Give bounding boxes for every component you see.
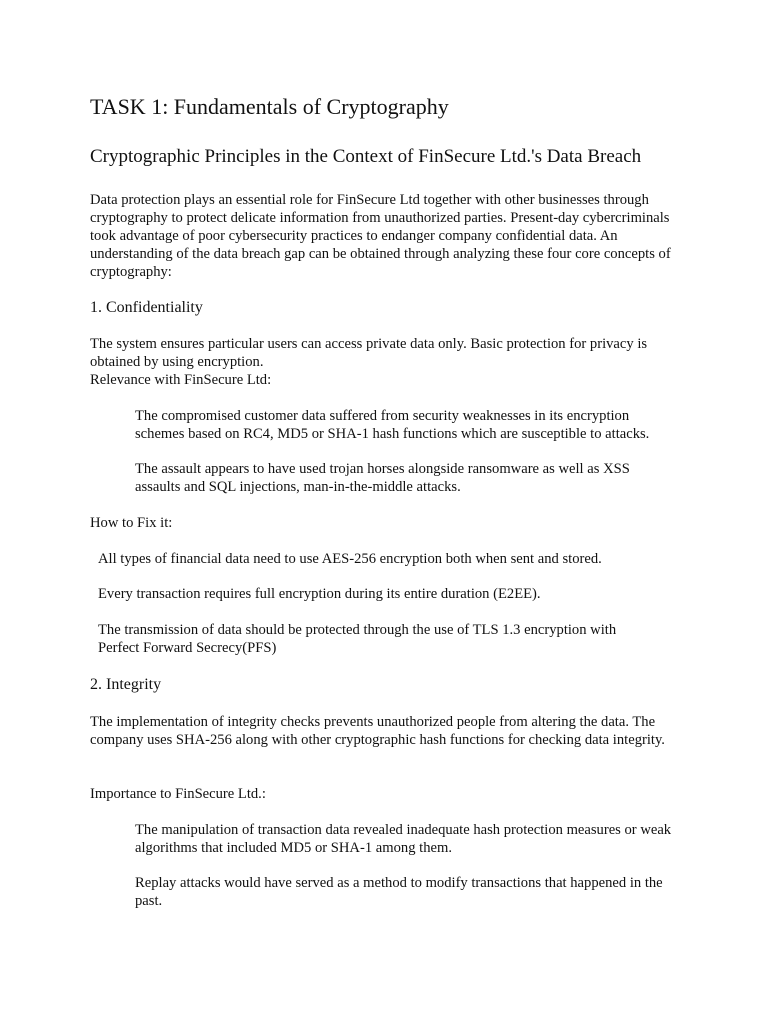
intro-paragraph: Data protection plays an essential role for FinSecure Ltd together with other businesses through cryptography to protect delicate information from unauthorized parties. Present-day cybercriminals took advantage of poor cybersecurity practices to endanger company confidential data. An understanding of the data breach gap can be obtained through analyzing these four core concepts of cryptography: xyxy=(90,192,671,280)
importance-point: Replay attacks would have served as a method to modify transactions that happened in the past. xyxy=(135,875,663,909)
task-title: TASK 1: Fundamentals of Cryptography xyxy=(90,94,449,119)
confidentiality-heading: 1. Confidentiality xyxy=(90,299,203,316)
fix-label: How to Fix it: xyxy=(90,515,173,531)
relevance-label: Relevance with FinSecure Ltd: xyxy=(90,372,272,388)
relevance-point: The compromised customer data suffered from security weaknesses in its encryption schemes based on RC4, MD5 or SHA-1 hash functions which are susceptible to attacks. xyxy=(135,408,650,442)
fix-point: All types of financial data need to use AES-256 encryption both when sent and stored. xyxy=(98,551,602,567)
importance-point: The manipulation of transaction data revealed inadequate hash protection measures or weak algorithms that included MD5 or SHA-1 among them. xyxy=(135,822,672,856)
importance-label: Importance to FinSecure Ltd.: xyxy=(90,786,266,802)
integrity-definition: The implementation of integrity checks prevents unauthorized people from altering the data. The company uses SHA-256 along with other cryptographic hash functions for checking data integrity. xyxy=(90,714,665,748)
fix-point: Every transaction requires full encryption during its entire duration (E2EE). xyxy=(98,586,541,602)
section-subtitle: Cryptographic Principles in the Context of FinSecure Ltd.'s Data Breach xyxy=(90,146,642,167)
fix-point: The transmission of data should be protected through the use of TLS 1.3 encryption with Perfect Forward Secrecy(PFS) xyxy=(98,622,617,656)
relevance-point: The assault appears to have used trojan horses alongside ransomware as well as XSS assaults and SQL injections, man-in-the-middle attacks. xyxy=(135,461,630,495)
integrity-heading: 2. Integrity xyxy=(90,676,162,693)
confidentiality-definition: The system ensures particular users can access private data only. Basic protection for privacy is obtained by using encryption. xyxy=(90,336,648,370)
